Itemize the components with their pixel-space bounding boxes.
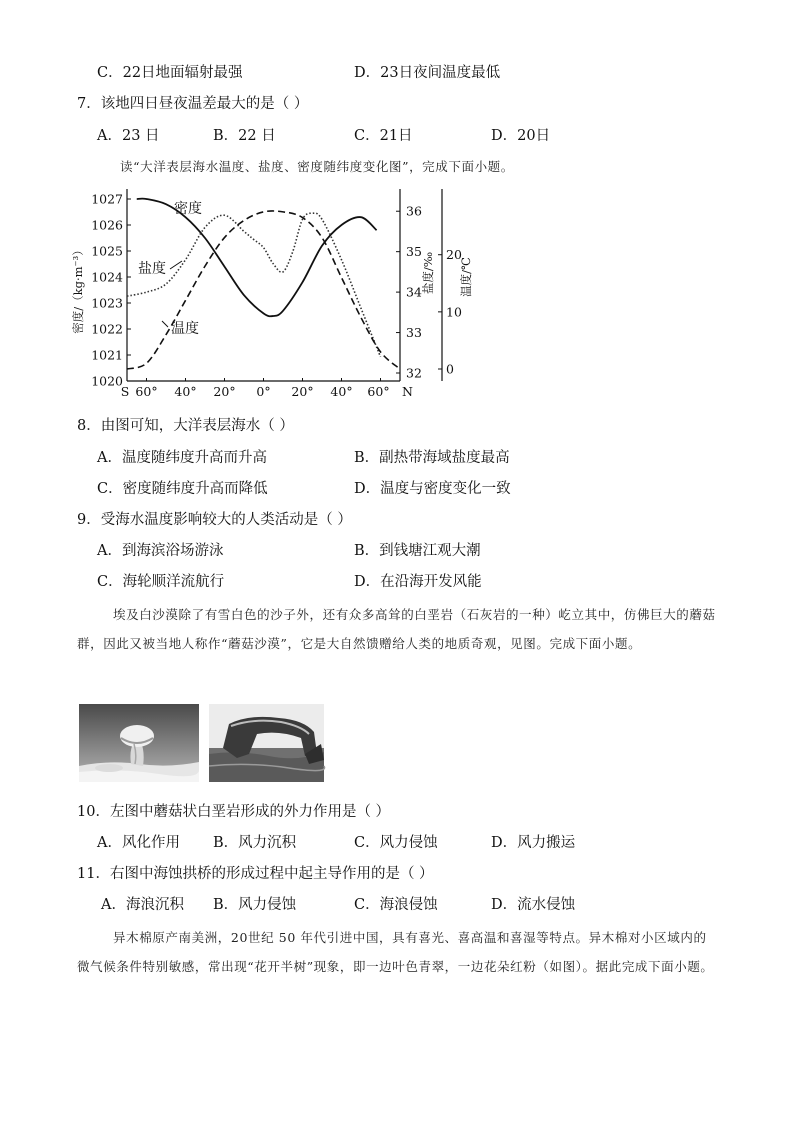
x-tick-label: 20°: [213, 384, 236, 399]
salinity-label: 盐度: [138, 261, 166, 277]
temperature-tick-label: 0: [446, 361, 454, 377]
q8-option-b: B．副热带海域盐度最高: [354, 450, 510, 466]
salinity-curve: [127, 213, 381, 357]
q7-option-c: C．21日: [354, 128, 413, 144]
q7-stem: 7．该地四日昼夜温差最大的是（ ）: [77, 96, 309, 112]
q10-option-a: A．风化作用: [97, 835, 180, 851]
salinity-tick-label: 32: [406, 365, 422, 381]
q10-option-d: D．风力搬运: [491, 835, 576, 851]
silk-floss-intro: 异木棉原产南美洲，20世纪 50 年代引进中国，具有喜光、喜高温和喜湿等特点。异木棉对小区域内的微气候条件特别敏感，常出现“花开半树”现象，即一边叶色青翠，一边花朵红粉（如图）。据此完成下面小题。: [77, 930, 714, 974]
mushroom-rock-photo: [79, 704, 199, 782]
desert-intro: 埃及白沙漠除了有雪白色的沙子外，还有众多高耸的白垩岩（石灰岩的一种）屹立其中，仿佛巨大的蘑菇群，因此又被当地人称作“蘑菇沙漠”，它是大自然馈赠给人类的地质奇观，见图。完成下面小题。: [77, 607, 716, 651]
salinity-tick-label: 36: [406, 203, 422, 219]
q10-option-b: B．风力沉积: [213, 835, 297, 851]
q9-option-a: A．到海滨浴场游泳: [97, 543, 224, 559]
chart-intro: 读“大洋表层海水温度、盐度、密度随纬度变化图”，完成下面小题。: [120, 159, 514, 174]
temperature-label: 温度: [171, 321, 199, 337]
q9-stem: 9．受海水温度影响较大的人类活动是（ ）: [77, 512, 352, 528]
density-tick-label: 1024: [91, 269, 123, 285]
temperature-tick-label: 20: [446, 247, 462, 263]
x-tick-label: 0°: [256, 384, 271, 399]
salinity-leader: [170, 261, 182, 269]
density-label: 密度: [174, 201, 202, 217]
temperature-tick-label: 10: [446, 304, 462, 320]
x-tick-label: 40°: [330, 384, 353, 399]
density-tick-label: 1020: [91, 373, 123, 389]
temperature-leader: [162, 321, 168, 327]
salinity-tick-label: 35: [406, 244, 422, 260]
q11-option-a: A．海浪沉积: [101, 897, 184, 913]
q6-option-d: D．23日夜间温度最低: [354, 65, 501, 81]
q9-option-b: B．到钱塘江观大潮: [354, 543, 481, 559]
temperature-axis-title: 温度/℃: [459, 257, 473, 297]
x-tick-label: 60°: [367, 384, 390, 399]
density-tick-label: 1021: [91, 347, 123, 363]
q11-option-c: C．海浪侵蚀: [354, 897, 438, 913]
q10-option-c: C．风力侵蚀: [354, 835, 438, 851]
q8-option-c: C．密度随纬度升高而降低: [97, 481, 268, 497]
q7-option-b: B．22 日: [213, 128, 276, 144]
q9-option-c: C．海轮顺洋流航行: [97, 574, 225, 590]
q11-stem: 11．右图中海蚀拱桥的形成过程中起主导作用的是（ ）: [77, 866, 434, 882]
q7-option-d: D．20日: [491, 128, 551, 144]
q11-option-b: B．风力侵蚀: [213, 897, 297, 913]
q8-option-a: A．温度随纬度升高而升高: [97, 450, 267, 466]
q10-stem: 10．左图中蘑菇状白垩岩形成的外力作用是（ ）: [77, 804, 391, 820]
q7-option-a: A．23 日: [97, 128, 160, 144]
density-tick-label: 1022: [91, 321, 123, 337]
temperature-curve: [127, 211, 400, 369]
q6-option-c: C．22日地面辐射最强: [97, 65, 243, 81]
x-tick-label: 60°: [135, 384, 158, 399]
density-tick-label: 1023: [91, 295, 123, 311]
x-tick-label: 40°: [174, 384, 197, 399]
density-axis-title: 密度/（kg·m⁻³）: [71, 244, 85, 334]
density-tick-label: 1027: [91, 191, 123, 207]
q11-option-d: D．流水侵蚀: [491, 897, 576, 913]
density-curve: [137, 199, 377, 317]
q8-stem: 8．由图可知，大洋表层海水（ ）: [77, 418, 294, 434]
salinity-tick-label: 33: [406, 325, 422, 341]
q9-option-d: D．在沿海开发风能: [354, 574, 482, 590]
x-tick-label: N: [402, 384, 413, 399]
latitude-chart: [70, 185, 473, 400]
density-tick-label: 1025: [91, 243, 123, 259]
x-tick-label: 20°: [291, 384, 314, 399]
salinity-tick-label: 34: [406, 284, 422, 300]
sea-arch-photo: [209, 704, 324, 782]
density-tick-label: 1026: [91, 217, 123, 233]
salinity-axis-title: 盐度/‰: [421, 251, 435, 295]
x-tick-label: S: [120, 384, 130, 399]
q8-option-d: D．温度与密度变化一致: [354, 481, 511, 497]
